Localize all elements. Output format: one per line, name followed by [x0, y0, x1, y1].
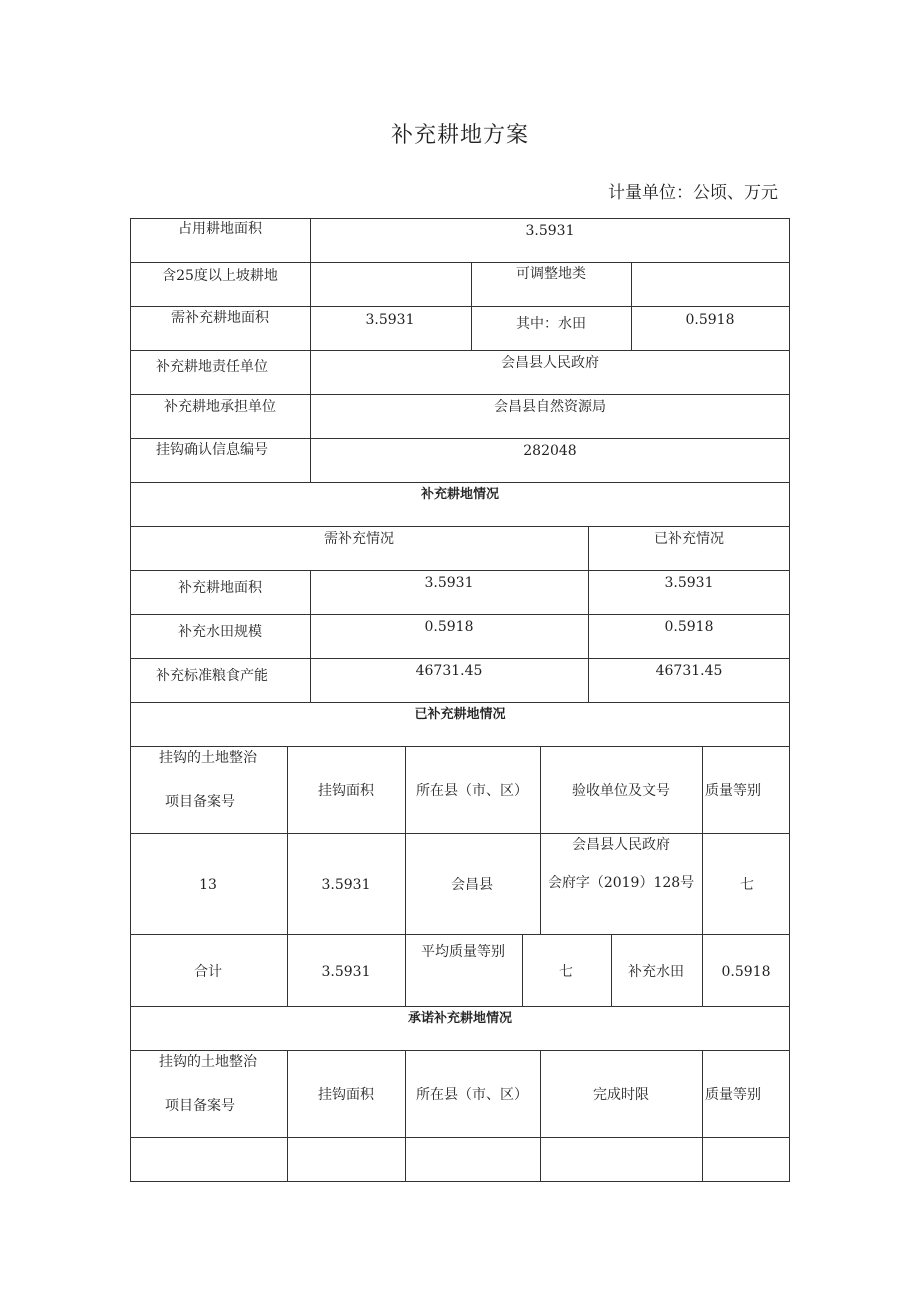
responsible-value: 会昌县人民政府 — [501, 355, 599, 371]
occupied-label: 占用耕地面积 — [178, 221, 262, 237]
paddy-label: 其中：水田 — [516, 316, 586, 332]
total-label: 合计 — [194, 964, 222, 980]
done-area-header: 挂钩面积 — [318, 783, 374, 799]
done-acceptance-header: 验收单位及文号 — [572, 783, 670, 799]
total-area-value: 3.5931 — [321, 964, 371, 980]
adjustable-label: 可调整地类 — [516, 266, 586, 282]
need-label: 需补充耕地面积 — [171, 310, 269, 326]
promise-county-header: 所在县（市、区） — [416, 1087, 528, 1103]
done-quality-header: 质量等别 — [705, 783, 761, 799]
done-quality-value: 七 — [740, 877, 754, 893]
row-need-value: 46731.45 — [415, 663, 483, 679]
total-paddy-label: 补充水田 — [628, 964, 684, 980]
total-paddy-value: 0.5918 — [721, 964, 771, 980]
done-acceptance-line2: 会府字（2019）128号 — [547, 875, 695, 891]
done-section-header: 已补充耕地情况 — [414, 707, 506, 722]
row-label: 补充水田规模 — [178, 624, 262, 640]
unit-note: 计量单位：公顷、万元 — [608, 183, 778, 203]
situation-header: 补充耕地情况 — [420, 487, 500, 502]
row-need-value: 0.5918 — [424, 619, 474, 635]
promise-section-header: 承诺补充耕地情况 — [407, 1011, 513, 1026]
row-done-value: 0.5918 — [664, 619, 714, 635]
row-done-value: 46731.45 — [655, 663, 723, 679]
page-title: 补充耕地方案 — [390, 123, 529, 148]
avg-quality-value: 七 — [559, 964, 573, 980]
done-project-header-line2: 项目备案号 — [165, 794, 235, 810]
promise-quality-header: 质量等别 — [705, 1087, 761, 1103]
occupied-value: 3.5931 — [525, 223, 575, 239]
promise-area-header: 挂钩面积 — [318, 1087, 374, 1103]
need-value: 3.5931 — [365, 312, 415, 328]
done-county-value: 会昌县 — [451, 877, 493, 893]
row-label: 补充耕地面积 — [178, 580, 262, 596]
done-acceptance-line1: 会昌县人民政府 — [572, 837, 670, 853]
promise-project-header-line2: 项目备案号 — [165, 1098, 235, 1114]
done-county-header: 所在县（市、区） — [416, 783, 528, 799]
responsible-label: 补充耕地责任单位 — [156, 359, 268, 375]
promise-deadline-header: 完成时限 — [593, 1087, 649, 1103]
col-done-header: 已补充情况 — [654, 531, 724, 547]
undertaker-label: 补充耕地承担单位 — [164, 399, 276, 415]
slope-label: 含25度以上坡耕地 — [162, 268, 278, 284]
done-project-value: 13 — [199, 877, 217, 893]
hook-no-value: 282048 — [523, 443, 577, 459]
row-done-value: 3.5931 — [664, 575, 714, 591]
hook-no-label: 挂钩确认信息编号 — [156, 442, 268, 458]
promise-project-header-line1: 挂钩的土地整治 — [159, 1054, 257, 1070]
row-label: 补充标准粮食产能 — [156, 668, 268, 684]
col-need-header: 需补充情况 — [324, 531, 394, 547]
avg-quality-label: 平均质量等别 — [421, 944, 505, 960]
undertaker-value: 会昌县自然资源局 — [494, 399, 606, 415]
done-project-header-line1: 挂钩的土地整治 — [159, 750, 257, 766]
row-need-value: 3.5931 — [424, 575, 474, 591]
paddy-value: 0.5918 — [685, 312, 735, 328]
done-area-value: 3.5931 — [321, 877, 371, 893]
